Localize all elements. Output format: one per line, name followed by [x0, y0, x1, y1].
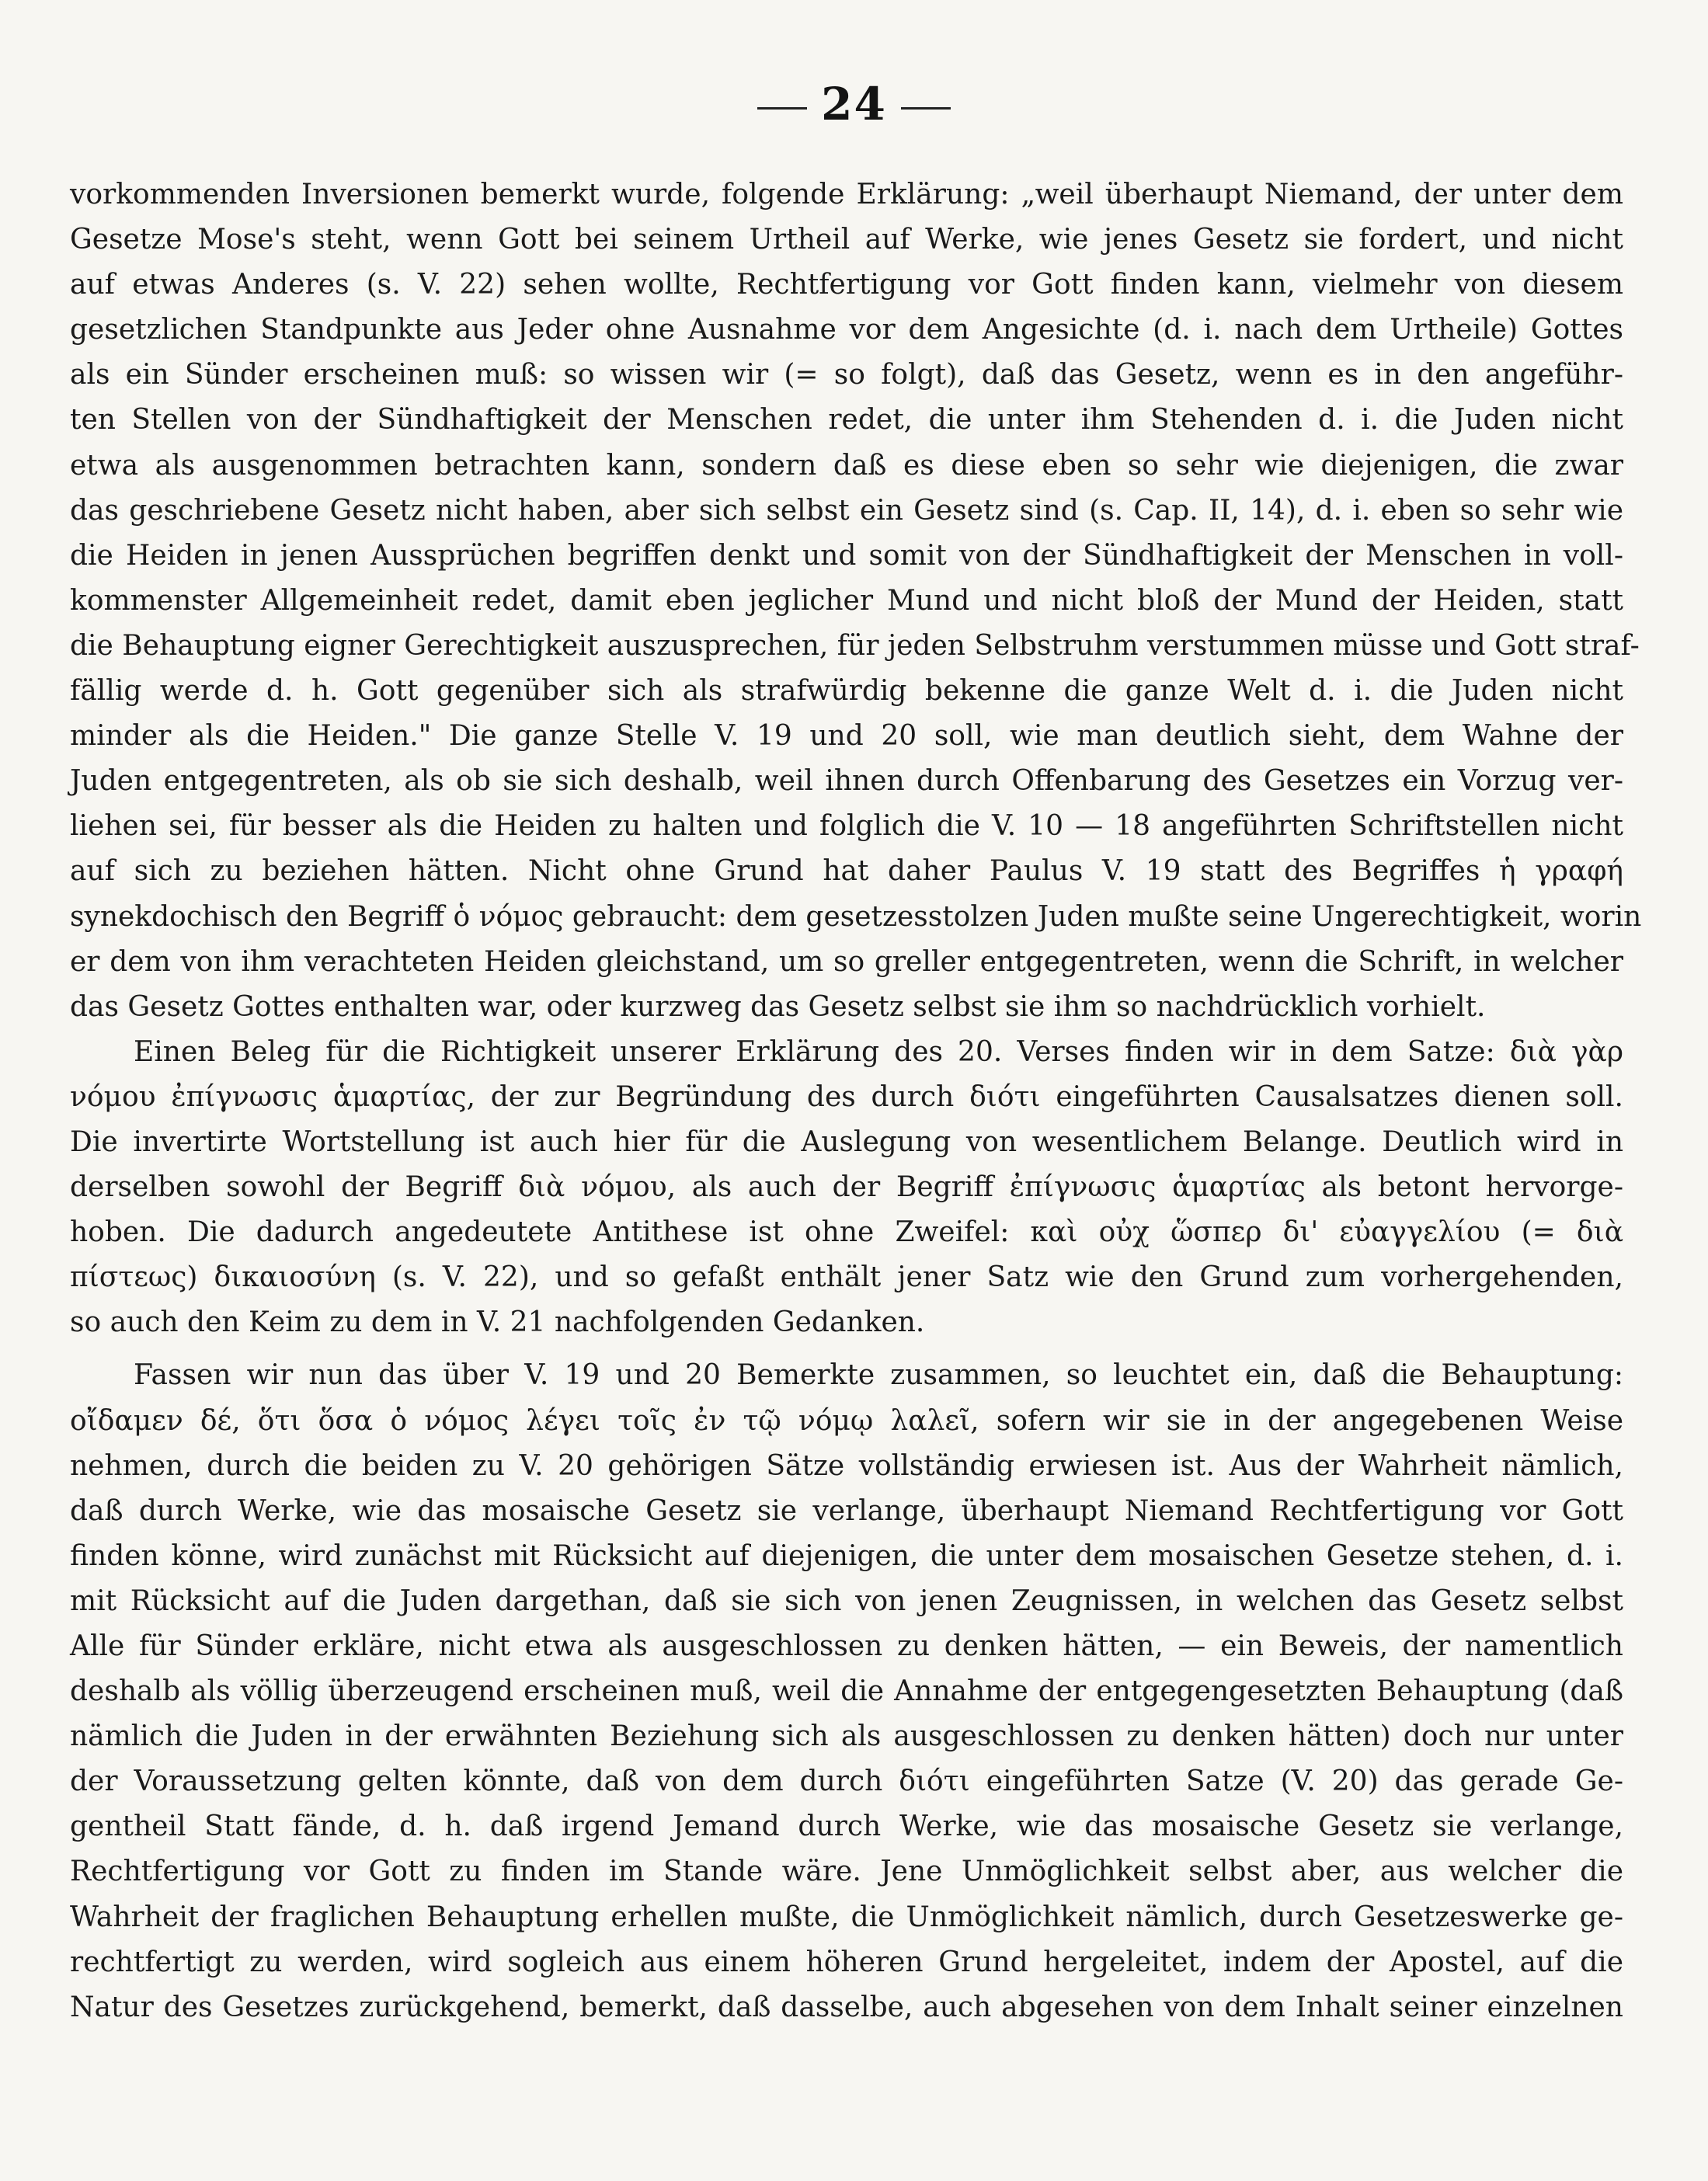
- text-line: etwa als ausgenommen betrachten kann, sondern daß es diese eben so sehr wie diejenigen, die zwar: [70, 449, 1623, 482]
- text-line: Natur des Gesetzes zurückgehend, bemerkt, daß dasselbe, auch abgesehen von dem Inhalt seiner einzelnen: [70, 1991, 1623, 2023]
- text-line: mit Rücksicht auf die Juden dargethan, daß sie sich von jenen Zeugnissen, in welchen das Gesetz selbst: [70, 1584, 1623, 1617]
- text-line: deshalb als völlig überzeugend erscheinen muß, weil die Annahme der entgegengesetzten Behauptung (daß: [70, 1675, 1623, 1708]
- text-line: Fassen wir nun das über V. 19 und 20 Bemerkte zusammen, so leuchtet ein, daß die Behauptung:: [134, 1359, 1623, 1392]
- text-line: νόμου ἐπίγνωσις ἁμαρτίας, der zur Begründung des durch διότι eingeführten Causalsatzes dienen soll.: [70, 1080, 1623, 1113]
- text-line: Einen Beleg für die Richtigkeit unserer Erklärung des 20. Verses finden wir in dem Satze: διὰ γὰρ: [134, 1035, 1623, 1068]
- text-line: Gesetze Mose's steht, wenn Gott bei seinem Urtheil auf Werke, wie jenes Gesetz sie fordert, und nicht: [70, 224, 1623, 256]
- text-line: gentheil Statt fände, d. h. daß irgend Jemand durch Werke, wie das mosaische Gesetz sie verlange,: [70, 1811, 1623, 1843]
- text-line: der Voraussetzung gelten könnte, daß von dem durch διότι eingeführten Satze (V. 20) das gerade Ge-: [70, 1765, 1623, 1798]
- text-line: synekdochisch den Begriff ὁ νόμος gebraucht: dem gesetzesstolzen Juden mußte seine Ungerechtigkeit, worin: [70, 900, 1642, 933]
- text-line: minder als die Heiden." Die ganze Stelle V. 19 und 20 soll, wie man deutlich sieht, dem Wahne der: [70, 720, 1623, 753]
- text-line: rechtfertigt zu werden, wird sogleich aus einem höheren Grund hergeleitet, indem der Apostel, auf die: [70, 1946, 1623, 1978]
- page-number: [0, 78, 1708, 130]
- text-line: auf etwas Anderes (s. V. 22) sehen wollte, Rechtfertigung vor Gott finden kann, vielmehr von diesem: [70, 269, 1623, 301]
- text-line: vorkommenden Inversionen bemerkt wurde, folgende Erklärung: „weil überhaupt Niemand, der unter dem: [70, 179, 1623, 210]
- text-line: als ein Sünder erscheinen muß: so wissen wir (= so folgt), daß das Gesetz, wenn es in den angeführ-: [70, 359, 1623, 391]
- text-line: Rechtfertigung vor Gott zu finden im Stande wäre. Jene Unmöglichkeit selbst aber, aus welcher die: [70, 1856, 1623, 1888]
- text-line: auf sich zu beziehen hätten. Nicht ohne Grund hat daher Paulus V. 19 statt des Begriffes ἡ γραφή: [70, 855, 1623, 888]
- paragraph-gap: [70, 1345, 1623, 1353]
- folio-dash-left: [757, 107, 807, 110]
- text-line: liehen sei, für besser als die Heiden zu halten und folglich die V. 10 — 18 angeführten Schriftstellen nicht: [70, 810, 1623, 843]
- text-line: finden könne, wird zunächst mit Rücksicht auf diejenigen, die unter dem mosaischen Gesetze stehen, d. i.: [70, 1539, 1623, 1572]
- text-line: Wahrheit der fraglichen Behauptung erhellen mußte, die Unmöglichkeit nämlich, durch Gesetzeswerke ge-: [70, 1901, 1623, 1933]
- text-line: nämlich die Juden in der erwähnten Beziehung sich als ausgeschlossen zu denken hätten) doch nur unter: [70, 1720, 1623, 1753]
- text-line: gesetzlichen Standpunkte aus Jeder ohne Ausnahme vor dem Angesichte (d. i. nach dem Urtheile) Gottes: [70, 314, 1623, 346]
- text-line: die Heiden in jenen Aussprüchen begriffen denkt und somit von der Sündhaftigkeit der Menschen in voll-: [70, 539, 1623, 572]
- body-text: [70, 172, 1642, 2030]
- text-line: hoben. Die dadurch angedeutete Antithese ist ohne Zweifel: καὶ οὐχ ὥσπερ δι' εὐαγγελίου (= διὰ: [70, 1216, 1623, 1249]
- text-line: nehmen, durch die beiden zu V. 20 gehörigen Sätze vollständig erwiesen ist. Aus der Wahrheit nämlich,: [70, 1449, 1623, 1482]
- text-line: die Behauptung eigner Gerechtigkeit auszusprechen, für jeden Selbstruhm verstummen müsse und Gott straf-: [70, 629, 1640, 662]
- text-line: Alle für Sünder erkläre, nicht etwa als ausgeschlossen zu denken hätten, — ein Beweis, der namentlich: [70, 1630, 1623, 1662]
- text-line: ten Stellen von der Sündhaftigkeit der Menschen redet, die unter ihm Stehenden d. i. die Juden nicht: [70, 404, 1623, 437]
- text-line: Die invertirte Wortstellung ist auch hier für die Auslegung von wesentlichem Belange. Deutlich wird in: [70, 1125, 1623, 1158]
- text-line: οἴδαμεν δέ, ὅτι ὅσα ὁ νόμος λέγει τοῖς ἐν τῷ νόμῳ λαλεῖ, sofern wir sie in der angegebenen Weise: [70, 1404, 1623, 1437]
- folio-dash-right: [901, 107, 951, 110]
- text-line: Juden entgegentreten, als ob sie sich deshalb, weil ihnen durch Offenbarung des Gesetzes ein Vorzug ver-: [70, 765, 1623, 798]
- text-line: das Gesetz Gottes enthalten war, oder kurzweg das Gesetz selbst sie ihm so nachdrücklich vorhielt.: [70, 990, 1486, 1023]
- text-line: πίστεως) δικαιοσύνη (s. V. 22), und so gefaßt enthält jener Satz wie den Grund zum vorhergehenden,: [70, 1261, 1623, 1294]
- text-line: kommenster Allgemeinheit redet, damit eben jeglicher Mund und nicht bloß der Mund der Heiden, statt: [70, 584, 1623, 617]
- text-line: das geschriebene Gesetz nicht haben, aber sich selbst ein Gesetz sind (s. Cap. II, 14), d. i. eben so sehr wie: [70, 494, 1623, 527]
- text-line: so auch den Keim zu dem in V. 21 nachfolgenden Gedanken.: [70, 1306, 925, 1339]
- page-number-text: 24: [821, 78, 887, 130]
- text-line: daß durch Werke, wie das mosaische Gesetz sie verlange, überhaupt Niemand Rechtfertigung vor Gott: [70, 1494, 1623, 1527]
- text-line: derselben sowohl der Begriff διὰ νόμου, als auch der Begriff ἐπίγνωσις ἁμαρτίας als betont hervorge-: [70, 1171, 1623, 1204]
- text-line: fällig werde d. h. Gott gegenüber sich als strafwürdig bekenne die ganze Welt d. i. die Juden nicht: [70, 675, 1623, 708]
- text-line: er dem von ihm verachteten Heiden gleichstand, um so greller entgegentreten, wenn die Schrift, in welcher: [70, 945, 1623, 978]
